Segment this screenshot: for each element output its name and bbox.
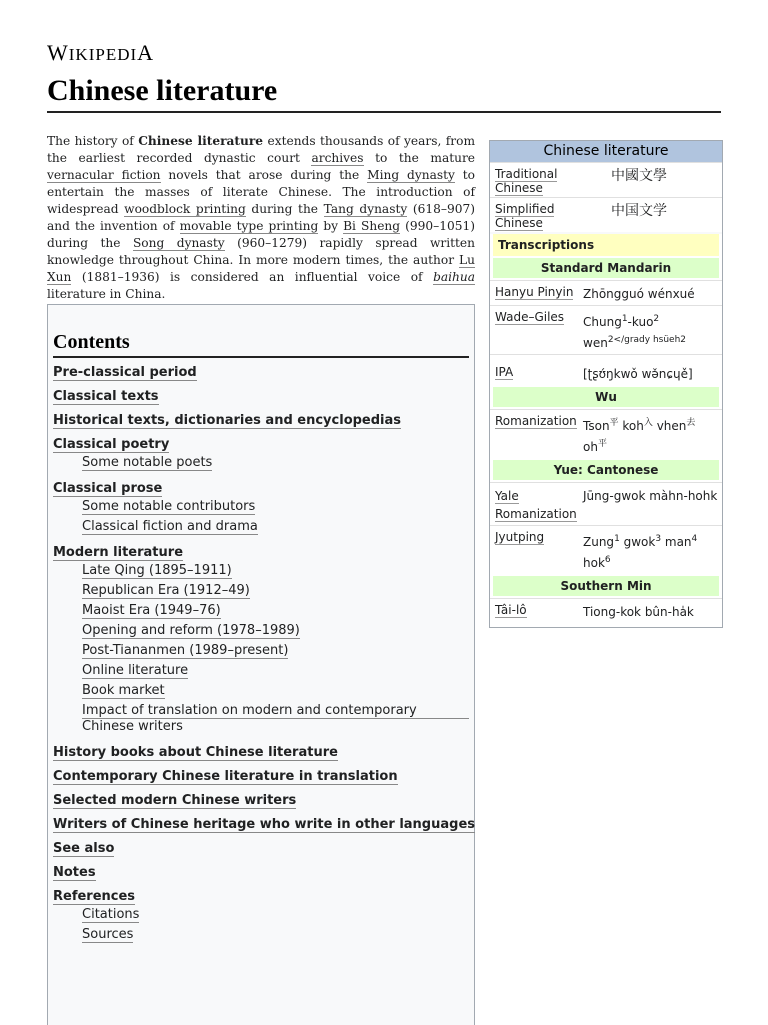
- link-movable-type[interactable]: movable type printing: [179, 219, 319, 233]
- transcriptions-header: Transcriptions: [493, 234, 719, 256]
- toc-subitem[interactable]: Sources: [82, 927, 134, 942]
- standard-mandarin-header: Standard Mandarin: [493, 258, 719, 278]
- link-ming-dynasty[interactable]: Ming dynasty: [367, 168, 455, 182]
- yale-romanization-link[interactable]: Romanization: [495, 507, 577, 521]
- link-lu-xun[interactable]: Lu Xun: [47, 253, 475, 284]
- wikipedia-logo[interactable]: [47, 40, 154, 66]
- ipa-link[interactable]: IPA: [495, 365, 514, 379]
- logo-letter: W: [47, 40, 69, 65]
- tailo-link[interactable]: Tâi-lô: [495, 603, 527, 617]
- yale-link[interactable]: Yale: [495, 489, 519, 503]
- tailo-row: [490, 598, 722, 623]
- toc-item[interactable]: Classical prose: [53, 481, 163, 496]
- toc-subitem[interactable]: Late Qing (1895–1911): [82, 563, 232, 578]
- toc-subitem[interactable]: Book market: [82, 683, 165, 698]
- wu-romanization-link[interactable]: Romanization: [495, 414, 577, 428]
- toc-item[interactable]: Modern literature: [53, 545, 184, 560]
- wade-giles-link[interactable]: Wade–Giles: [495, 310, 565, 324]
- page-title: Chinese literature: [47, 74, 721, 113]
- wu-header: Wu: [493, 387, 719, 407]
- logo-letter: A: [137, 40, 155, 65]
- link-baihua[interactable]: baihua: [433, 270, 475, 284]
- toc-item[interactable]: Historical texts, dictionaries and encyclopedias: [53, 413, 402, 428]
- link-tang-dynasty[interactable]: Tang dynasty: [323, 202, 408, 216]
- toc-subitem[interactable]: Some notable poets: [82, 455, 213, 470]
- bold-term: Chinese literature: [138, 134, 264, 148]
- hanyu-pinyin-value: Zhōngguó wénxué: [583, 287, 695, 301]
- simplified-value: 中国文学: [611, 203, 667, 219]
- wu-romanization-value: Tson$^平$ koh$^入$ vhen$^去$ $oh^平$: [583, 418, 696, 454]
- toc-item[interactable]: See also: [53, 841, 115, 856]
- toc-subitem[interactable]: Chinese writers: [82, 719, 183, 734]
- transcriptions-section: [490, 234, 722, 627]
- wade-giles-value: Chung$^1$-kuo$^2$ wen$^{2</grady hsüeh2}$: [583, 314, 687, 350]
- toc-subitem[interactable]: Impact of translation on modern and contemporary: [82, 703, 469, 719]
- wu-romanization-row: [490, 409, 722, 458]
- toc-subitem[interactable]: Classical fiction and drama: [82, 519, 258, 534]
- infobox-row-traditional: [490, 162, 722, 197]
- ipa-row: [490, 354, 722, 385]
- jyutping-link[interactable]: Jyutping: [495, 530, 545, 544]
- link-bi-sheng[interactable]: Bi Sheng: [343, 219, 401, 233]
- wade-giles-row: [490, 305, 722, 354]
- table-of-contents: [47, 304, 475, 1025]
- toc-item[interactable]: Writers of Chinese heritage who write in other languages: [53, 817, 475, 832]
- yale-row: [490, 482, 722, 525]
- toc-subitem[interactable]: Some notable contributors: [82, 499, 256, 514]
- intro-paragraph: The history of Chinese literature extends thousands of years, from the earliest recorded dynastic court archives to the mature vernacular fiction novels that arose during the Ming dynasty to entertain the masses of literate Chinese. The introduction of widespread woodblock printing during the Tang dynasty (618–907) and the invention of movable type printing by Bi Sheng (990–1051) during the Song dynasty (960–1279) rapidly spread written knowledge throughout China. In more modern times, the author Lu Xun (1881–1936) is considered an influential voice of baihua literature in China.: [47, 134, 476, 301]
- toc-title: Contents: [53, 331, 469, 358]
- toc-subitem[interactable]: Citations: [82, 907, 140, 922]
- toc-item[interactable]: Classical poetry: [53, 437, 170, 452]
- simplified-chinese-link[interactable]: Simplified Chinese: [495, 202, 555, 230]
- jyutping-value: Zung$^1$ gwok$^3$ man$^4$ hok$^6$: [583, 534, 698, 570]
- yale-value: Jūng-gwok màhn-hohk: [583, 489, 718, 503]
- hanyu-pinyin-row: [490, 280, 722, 305]
- toc-item[interactable]: Notes: [53, 865, 96, 880]
- ipa-value: [ʈʂʊ́ŋkwǒ wə̌nɕɥě]: [583, 367, 693, 381]
- link-vernacular-fiction[interactable]: vernacular fiction: [47, 168, 161, 182]
- toc-item[interactable]: Selected modern Chinese writers: [53, 793, 297, 808]
- logo-letters: IKIPEDI: [68, 45, 138, 64]
- toc-subitem[interactable]: Republican Era (1912–49): [82, 583, 250, 598]
- infobox: [489, 140, 723, 628]
- jyutping-row: [490, 525, 722, 574]
- traditional-chinese-link[interactable]: Traditional Chinese: [495, 167, 558, 195]
- toc-subitem[interactable]: Maoist Era (1949–76): [82, 603, 221, 618]
- toc-item[interactable]: Classical texts: [53, 389, 159, 404]
- link-woodblock-printing[interactable]: woodblock printing: [124, 202, 246, 216]
- toc-subitem[interactable]: Opening and reform (1978–1989): [82, 623, 300, 638]
- toc-item[interactable]: Pre-classical period: [53, 365, 197, 380]
- hanyu-pinyin-link[interactable]: Hanyu Pinyin: [495, 285, 574, 299]
- toc-item[interactable]: Contemporary Chinese literature in translation: [53, 769, 398, 784]
- toc-item[interactable]: History books about Chinese literature: [53, 745, 338, 760]
- link-song-dynasty[interactable]: Song dynasty: [132, 236, 225, 250]
- toc-item[interactable]: References: [53, 889, 136, 904]
- toc-subitem[interactable]: Online literature: [82, 663, 189, 678]
- toc-subitem[interactable]: Post-Tiananmen (1989–present): [82, 643, 289, 658]
- link-archives[interactable]: archives: [311, 151, 364, 165]
- infobox-row-simplified: [490, 197, 722, 232]
- tailo-value: Tiong-kok bûn-ha̍k: [583, 605, 694, 619]
- infobox-title: Chinese literature: [490, 141, 722, 162]
- traditional-value: 中國文學: [611, 168, 667, 184]
- southern-min-header: Southern Min: [493, 576, 719, 596]
- yue-cantonese-header: Yue: Cantonese: [493, 460, 719, 480]
